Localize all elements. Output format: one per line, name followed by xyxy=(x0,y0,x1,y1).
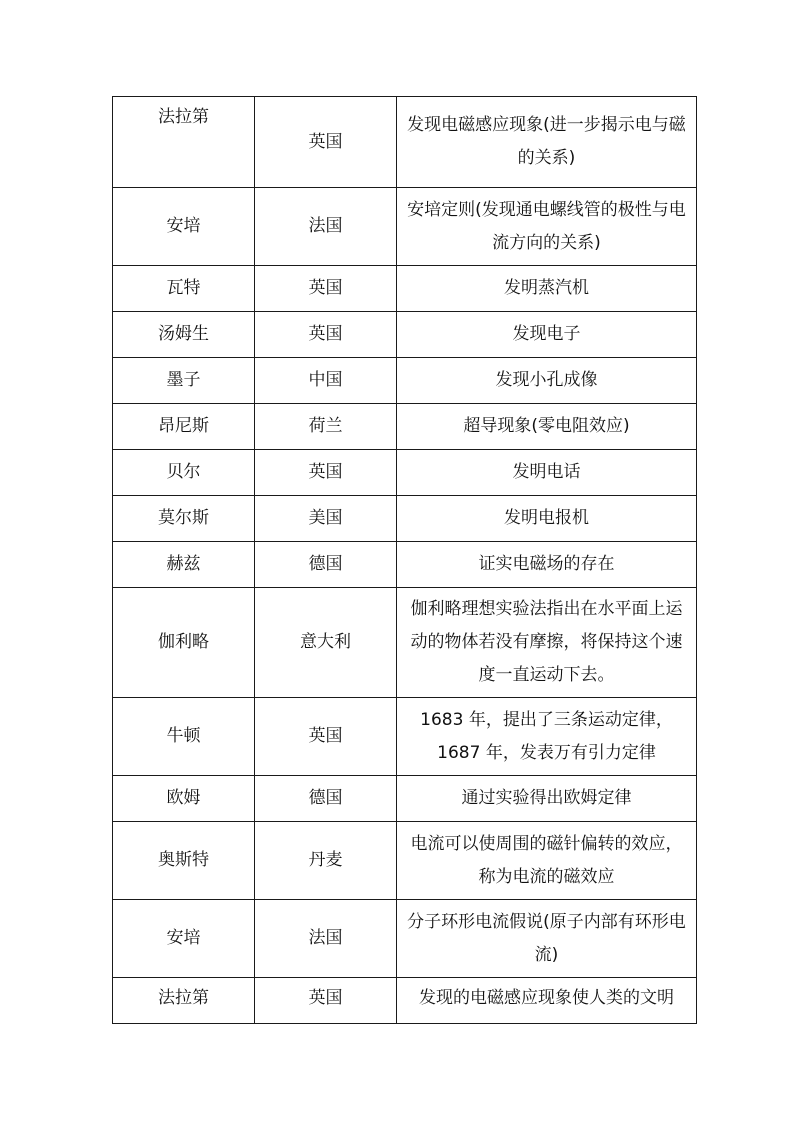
table-row xyxy=(113,698,697,776)
name-cell: 贝尔 xyxy=(113,450,255,496)
country-cell: 英国 xyxy=(255,312,397,358)
name-cell: 安培 xyxy=(113,188,255,266)
country-cell: 法国 xyxy=(255,900,397,978)
achievement-cell: 发现电子 xyxy=(397,312,697,358)
country-cell: 丹麦 xyxy=(255,822,397,900)
name-cell: 法拉第 xyxy=(113,978,255,1024)
table-row xyxy=(113,188,697,266)
table-row xyxy=(113,312,697,358)
name-cell: 莫尔斯 xyxy=(113,496,255,542)
name-cell: 法拉第 xyxy=(113,97,255,188)
table-row xyxy=(113,97,697,188)
country-cell: 德国 xyxy=(255,776,397,822)
country-cell: 英国 xyxy=(255,450,397,496)
achievement-cell: 发现小孔成像 xyxy=(397,358,697,404)
table-row xyxy=(113,542,697,588)
table-row xyxy=(113,358,697,404)
achievement-cell: 发明蒸汽机 xyxy=(397,266,697,312)
table-row xyxy=(113,822,697,900)
name-cell: 奥斯特 xyxy=(113,822,255,900)
name-cell: 昂尼斯 xyxy=(113,404,255,450)
table-row xyxy=(113,588,697,698)
country-cell: 英国 xyxy=(255,97,397,188)
achievement-cell: 分子环形电流假说(原子内部有环形电流) xyxy=(397,900,697,978)
achievement-cell: 发现的电磁感应现象使人类的文明 xyxy=(397,978,697,1024)
country-cell: 英国 xyxy=(255,266,397,312)
achievement-cell: 通过实验得出欧姆定律 xyxy=(397,776,697,822)
country-cell: 英国 xyxy=(255,978,397,1024)
country-cell: 法国 xyxy=(255,188,397,266)
achievement-cell: 超导现象(零电阻效应) xyxy=(397,404,697,450)
achievement-cell: 发明电话 xyxy=(397,450,697,496)
table-row xyxy=(113,404,697,450)
name-cell: 赫兹 xyxy=(113,542,255,588)
country-cell: 荷兰 xyxy=(255,404,397,450)
achievement-cell: 伽利略理想实验法指出在水平面上运动的物体若没有摩擦，将保持这个速度一直运动下去。 xyxy=(397,588,697,698)
country-cell: 英国 xyxy=(255,698,397,776)
achievement-cell: 电流可以使周围的磁针偏转的效应，称为电流的磁效应 xyxy=(397,822,697,900)
achievement-cell: 发现电磁感应现象(进一步揭示电与磁的关系) xyxy=(397,97,697,188)
achievement-cell: 安培定则(发现通电螺线管的极性与电流方向的关系) xyxy=(397,188,697,266)
table-row xyxy=(113,900,697,978)
achievement-cell: 证实电磁场的存在 xyxy=(397,542,697,588)
name-cell: 伽利略 xyxy=(113,588,255,698)
name-cell: 汤姆生 xyxy=(113,312,255,358)
country-cell: 德国 xyxy=(255,542,397,588)
achievement-cell: 发明电报机 xyxy=(397,496,697,542)
name-cell: 欧姆 xyxy=(113,776,255,822)
name-cell: 安培 xyxy=(113,900,255,978)
table-row xyxy=(113,496,697,542)
country-cell: 中国 xyxy=(255,358,397,404)
name-cell: 瓦特 xyxy=(113,266,255,312)
table-row xyxy=(113,266,697,312)
name-cell: 墨子 xyxy=(113,358,255,404)
scientist-table xyxy=(112,96,697,1024)
country-cell: 美国 xyxy=(255,496,397,542)
country-cell: 意大利 xyxy=(255,588,397,698)
achievement-cell: 1683 年，提出了三条运动定律，1687 年，发表万有引力定律 xyxy=(397,698,697,776)
name-cell: 牛顿 xyxy=(113,698,255,776)
table-row xyxy=(113,450,697,496)
table-row xyxy=(113,978,697,1024)
table-row xyxy=(113,776,697,822)
